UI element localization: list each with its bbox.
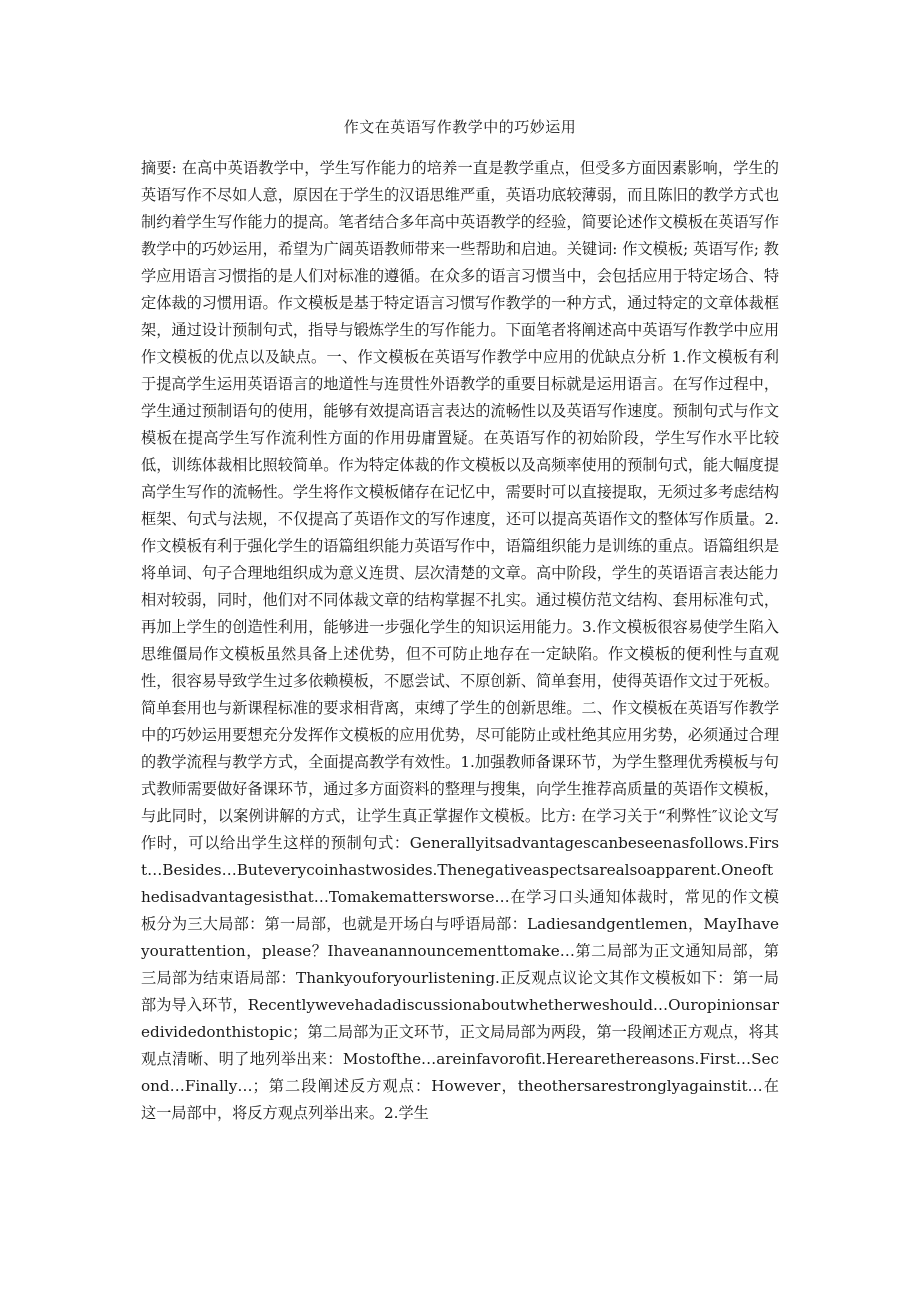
document-body-paragraph: 摘要: 在高中英语教学中，学生写作能力的培养一直是教学重点，但受多方面因素影响，学生的英语写作不尽如人意，原因在于学生的汉语思维严重，英语功底较薄弱，而且陈旧的教学方式也制约着学生写作能力的提高。笔者结合多年高中英语教学的经验，简要论述作文模板在英语写作教学中的巧妙运用，希望为广阔英语教师带来一些帮助和启迪。关键词: 作文模板; 英语写作; 教学应用语言习惯指的是人们对标准的遵循。在众多的语言习惯当中，会包括应用于特定场合、特定体裁的习惯用语。作文模板是基于特定语言习惯写作教学的一种方式，通过特定的文章体裁框架，通过设计预制句式，指导与锻炼学生的写作能力。下面笔者将阐述高中英语写作教学中应用作文模板的优点以及缺点。一、作文模板在英语写作教学中应用的优缺点分析 1.作文模板有利于提高学生运用英语语言的地道性与连贯性外语教学的重要目标就是运用语言。在写作过程中，学生通过预制语句的使用，能够有效提高语言表达的流畅性以及英语写作速度。预制句式与作文模板在提高学生写作流利性方面的作用毋庸置疑。在英语写作的初始阶段，学生写作水平比较低，训练体裁相比照较简单。作为特定体裁的作文模板以及高频率使用的预制句式，能大幅度提高学生写作的流畅性。学生将作文模板储存在记忆中，需要时可以直接提取，无须过多考虑结构框架、句式与法规，不仅提高了英语作文的写作速度，还可以提高英语作文的整体写作质量。2.作文模板有利于强化学生的语篇组织能力英语写作中，语篇组织能力是训练的重点。语篇组织是将单词、句子合理地组织成为意义连贯、层次清楚的文章。高中阶段，学生的英语语言表达能力相对较弱，同时，他们对不同体裁文章的结构掌握不扎实。通过模仿范文结构、套用标准句式，再加上学生的创造性利用，能够进一步强化学生的知识运用能力。3.作文模板很容易使学生陷入思维僵局作文模板虽然具备上述优势，但不可防止地存在一定缺陷。作文模板的便利性与直观性，很容易导致学生过多依赖模板，不愿尝试、不原创新、简单套用，使得英语作文过于死板。简单套用也与新课程标准的要求相背离，束缚了学生的创新思维。二、作文模板在英语写作教学中的巧妙运用要想充分发挥作文模板的应用优势，尽可能防止或杜绝其应用劣势，必须通过合理的教学流程与教学方式，全面提高教学有效性。1.加强教师备课环节，为学生整理优秀模板与句式教师需要做好备课环节，通过多方面资料的整理与搜集，向学生推荐高质量的英语作文模板，与此同时，以案例讲解的方式，让学生真正掌握作文模板。比方: 在学习关于“利弊性″议论文写作时，可以给出学生这样的预制句式：Generallyitsadvantagescanbeseenasfollows.First…Besides…Buteverycoinhastwosides.Thenegativeaspectsarealsoapparent.Oneofthedisadvantagesisthat…Tomakemattersworse…在学习口头通知体裁时，常见的作文模板分为三大局部：第一局部，也就是开场白与呼语局部：Ladiesandgentlemen，MayIhaveyourattention，please？Ihaveanannouncementtomake…第二局部为正文通知局部，第三局部为结束语局部：Thankyouforyourlistening.正反观点议论文其作文模板如下：第一局部为导入环节，Recentlywevehadadiscussionaboutwhetherweshould…Ouropinionsaredividedonthistopic；第二局部为正文环节，正文局局部为两段，第一段阐述正方观点，将其观点清晰、明了地列举出来：Mostofthe…areinfavorofit.Herearethereasons.First…Second…Finally…；第二段阐述反方观点：However，theothersarestronglyagainstit…在这一局部中，将反方观点列举出来。2.学生 — [141, 159, 779, 1122]
document-title: 作文在英语写作教学中的巧妙运用 — [343, 118, 577, 136]
